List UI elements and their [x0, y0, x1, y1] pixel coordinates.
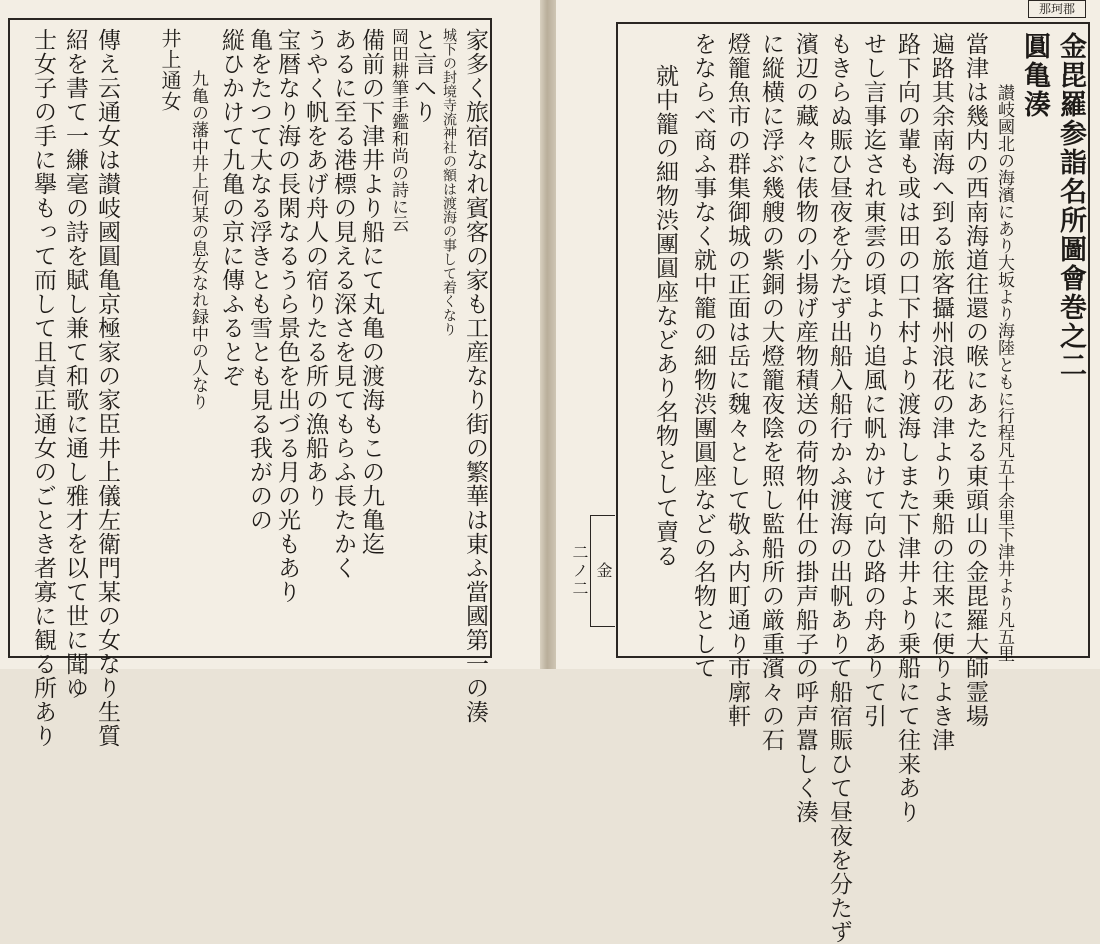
text-column: 士女子の手に擧もって而して且貞正通女のごとき者寡に観る所あり [30, 28, 56, 748]
district-stamp: 那珂郡 [1028, 0, 1086, 18]
text-column: あるに至る港標の見える深さを見てもらふ長たかく [330, 28, 356, 580]
text-column: 紹を書て一縑毫の詩を賦し兼て和歌に通し雅才を以て世に聞ゆ [62, 28, 88, 700]
section-subtitle: 讃岐國北の海濱にあり大坂より海陸ともに行程凡五十余里下津井より凡五里 [994, 84, 1014, 662]
text-column: 城下の封境寺流神社の額は渡海の事して着くなり [441, 28, 457, 336]
text-column: 燈籠魚市の群集御城の正面は岳に魏々として敬ふ内町通り市廓軒 [724, 32, 750, 728]
text-column: 縦ひかけて九亀の京に傳ふるとぞ [218, 28, 244, 388]
text-column: 家多く旅宿なれ賓客の家も工産なり街の繁華は東ふ當國第一の湊 [462, 28, 488, 724]
text-column: 宝暦なり海の長閑なるうら景色を出づる月の光もあり [274, 28, 300, 604]
text-column: 濱辺の藏々に俵物の小揚げ産物積送の荷物仲仕の掛声船子の呼声囂しく湊 [792, 32, 818, 824]
text-column: 九亀の藩中井上何某の息女なれ録中の人なり [188, 70, 208, 410]
text-column: 就中籠の細物渋團圓座などあり名物として賣る [652, 64, 678, 568]
folio-bottom: 二ノ二 [570, 544, 589, 598]
right-page-frame [616, 22, 1090, 944]
text-column: をならべ商ふ事なく就中籠の細物渋團圓座などの名物として [690, 32, 716, 680]
book-gutter [540, 0, 556, 669]
section-title: 圓亀湊 [1019, 32, 1050, 119]
text-column: 備前の下津井より船にて丸亀の渡海もこの九亀迄 [358, 28, 384, 556]
text-column: もきらぬ賑ひ昼夜を分たず出船入船行かふ渡海の出帆ありて船宿賑ひて昼夜を分たず [826, 32, 852, 944]
text-column: 傳え云通女は讃岐國圓亀京極家の家臣井上儀左衛門某の女なり生質 [94, 28, 120, 748]
book-title: 金毘羅参詣名所圖會巻之二 [1055, 32, 1086, 380]
text-column: に縦横に浮ぶ幾艘の紫銅の大燈籠夜陰を照し監船所の厳重濱々の石 [758, 32, 784, 752]
text-column: 岡田耕筆手鑑和尚の詩に云 [388, 28, 408, 232]
text-column: 遍路其余南海へ到る旅客攝州浪花の津より乗船の往来に便りよき津 [928, 32, 954, 752]
left-page [0, 0, 540, 748]
text-column: と言へり [410, 28, 436, 124]
right-page [556, 0, 1100, 944]
section-heading: 井上通女 [158, 28, 182, 112]
text-column: せし言事迄され東雲の頃より追風に帆かけて向ひ路の舟ありて引 [860, 32, 886, 728]
text-column: うやく帆をあげ舟人の宿りたる所の漁船あり [302, 28, 328, 508]
folio-label [570, 515, 615, 627]
left-page-frame [8, 18, 492, 748]
text-column: 當津は幾内の西南海道往還の喉にあたる東頭山の金毘羅大師霊場 [962, 32, 988, 728]
text-column: 亀をたつて大なる浮きとも雪とも見る我がのの [246, 28, 272, 532]
folio-top: 金 [594, 562, 613, 580]
text-column: 路下向の輩も或は田の口下村より渡海しまた下津井より乗船にて往来あり [894, 32, 920, 824]
